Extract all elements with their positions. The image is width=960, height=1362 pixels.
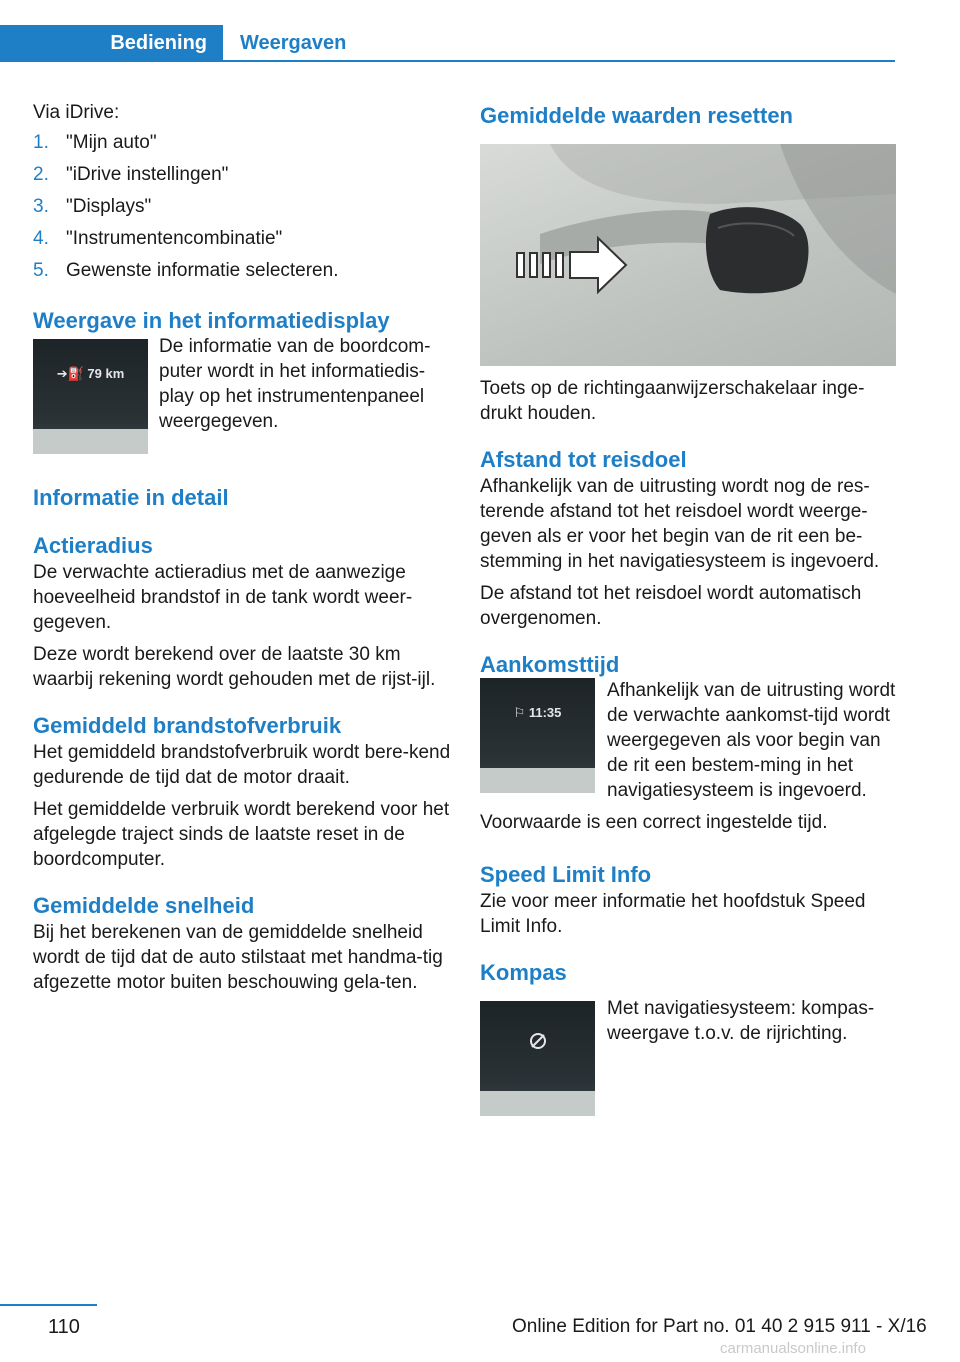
subsection-title-snelheid: Gemiddelde snelheid bbox=[33, 893, 255, 918]
right-column bbox=[480, 100, 896, 1116]
page-number: 110 bbox=[48, 1316, 80, 1338]
verbruik-text-2: Het gemiddelde verbruik wordt berekend voor het afgelegde traject sinds de laatste reset in de boordcomputer. bbox=[33, 799, 450, 870]
actieradius-text-2: Deze wordt berekend over de laatste 30 km waarbij rekening wordt gehouden met de rijst-ijl. bbox=[33, 644, 436, 690]
infodisplay-block bbox=[33, 336, 453, 454]
subsection-title-kompas: Kompas bbox=[480, 960, 567, 985]
display-band bbox=[33, 429, 148, 454]
intro-text: Via iDrive: bbox=[33, 102, 120, 123]
left-column bbox=[33, 100, 453, 1002]
kompas-block bbox=[480, 998, 896, 1116]
steps-list bbox=[33, 127, 453, 287]
compass-icon bbox=[528, 1031, 548, 1056]
kompas-text: Met navigatiesysteem: kompas-weergave t.o.v. de rijrichting. bbox=[607, 998, 875, 1044]
footer-divider bbox=[0, 1304, 97, 1306]
speed-text: Zie voor meer informatie het hoofdstuk Speed Limit Info. bbox=[480, 891, 866, 937]
header-divider bbox=[0, 60, 895, 62]
display-band bbox=[480, 768, 595, 793]
section-title-infodisplay: Weergave in het informatiedisplay bbox=[33, 308, 390, 333]
aankomst-text-2: Voorwaarde is een correct ingestelde tijd. bbox=[480, 812, 828, 833]
edition-text: Online Edition for Part no. 01 40 2 915 911 - X/16 bbox=[512, 1316, 927, 1337]
list-number: 4. bbox=[33, 228, 49, 249]
page-header bbox=[0, 0, 960, 64]
subsection-title-verbruik: Gemiddeld brandstofverbruik bbox=[33, 713, 342, 738]
aankomst-block bbox=[480, 678, 896, 810]
list-number: 1. bbox=[33, 132, 49, 153]
section-title-reset: Gemiddelde waarden resetten bbox=[480, 103, 793, 128]
tab-weergaven[interactable]: Weergaven bbox=[240, 31, 347, 54]
lever-illustration bbox=[480, 144, 896, 366]
flag-icon: ⚐ bbox=[513, 705, 529, 720]
turn-signal-lever-image bbox=[480, 144, 896, 366]
list-item bbox=[33, 255, 453, 287]
infodisplay-text: De informatie van de boordcom-puter wordt in het informatiedis-play op het instrumentenpaneel weergegeven. bbox=[159, 336, 431, 432]
list-item-text: "iDrive instellingen" bbox=[66, 164, 229, 185]
subsection-title-actieradius: Actieradius bbox=[33, 533, 153, 558]
fuel-pump-icon: ➔⛽ bbox=[56, 366, 88, 381]
subsection-title-speed: Speed Limit Info bbox=[480, 862, 652, 887]
list-item bbox=[33, 127, 453, 159]
snelheid-text-1: Bij het berekenen van de gemiddelde snelheid wordt de tijd dat de auto stilstaat met handma-tig afgezette motor buiten beschouwing gela-ten. bbox=[33, 922, 443, 993]
verbruik-text-1: Het gemiddeld brandstofverbruik wordt bere-kend gedurende de tijd dat de motor draait. bbox=[33, 742, 451, 788]
list-item bbox=[33, 191, 453, 223]
display-range-image bbox=[33, 339, 148, 454]
display-arrival-image bbox=[480, 678, 595, 793]
display-arrival-readout: ⚐ 11:35 bbox=[513, 705, 562, 720]
watermark: carmanualsonline.info bbox=[720, 1340, 866, 1357]
list-item-text: "Instrumentencombinatie" bbox=[66, 228, 283, 249]
display-compass-image bbox=[480, 1001, 595, 1116]
display-band bbox=[480, 1091, 595, 1116]
list-item bbox=[33, 223, 453, 255]
list-number: 3. bbox=[33, 196, 49, 217]
actieradius-text-1: De verwachte actieradius met de aanwezige hoeveelheid brandstof in de tank wordt weer-gegeven. bbox=[33, 562, 413, 633]
list-number: 2. bbox=[33, 164, 49, 185]
afstand-text-1: Afhankelijk van de uitrusting wordt nog de res-terende afstand tot het reisdoel wordt weerge-geven als er voor het begin van de rit een be-stemming in het navigatiesysteem is ingevoerd. bbox=[480, 476, 880, 572]
tab-bediening[interactable]: Bediening bbox=[0, 25, 223, 61]
list-item-text: "Displays" bbox=[66, 196, 152, 217]
display-range-readout: ➔⛽ 79 km bbox=[56, 366, 125, 381]
list-item-text: Gewenste informatie selecteren. bbox=[66, 260, 339, 281]
reset-text: Toets op de richtingaanwijzerschakelaar inge-drukt houden. bbox=[480, 378, 865, 424]
list-item-text: "Mijn auto" bbox=[66, 132, 157, 153]
subsection-title-aankomst: Aankomsttijd bbox=[480, 652, 620, 677]
list-item bbox=[33, 159, 453, 191]
subsection-title-afstand: Afstand tot reisdoel bbox=[480, 447, 687, 472]
list-number: 5. bbox=[33, 260, 49, 281]
section-title-detail: Informatie in detail bbox=[33, 485, 229, 510]
afstand-text-2: De afstand tot het reisdoel wordt automatisch overgenomen. bbox=[480, 583, 862, 629]
aankomst-text-1: Afhankelijk van de uitrusting wordt de verwachte aankomst-tijd wordt weergegeven als voor begin van de rit een bestem-ming in het navigatiesysteem is ingevoerd. bbox=[607, 680, 896, 801]
